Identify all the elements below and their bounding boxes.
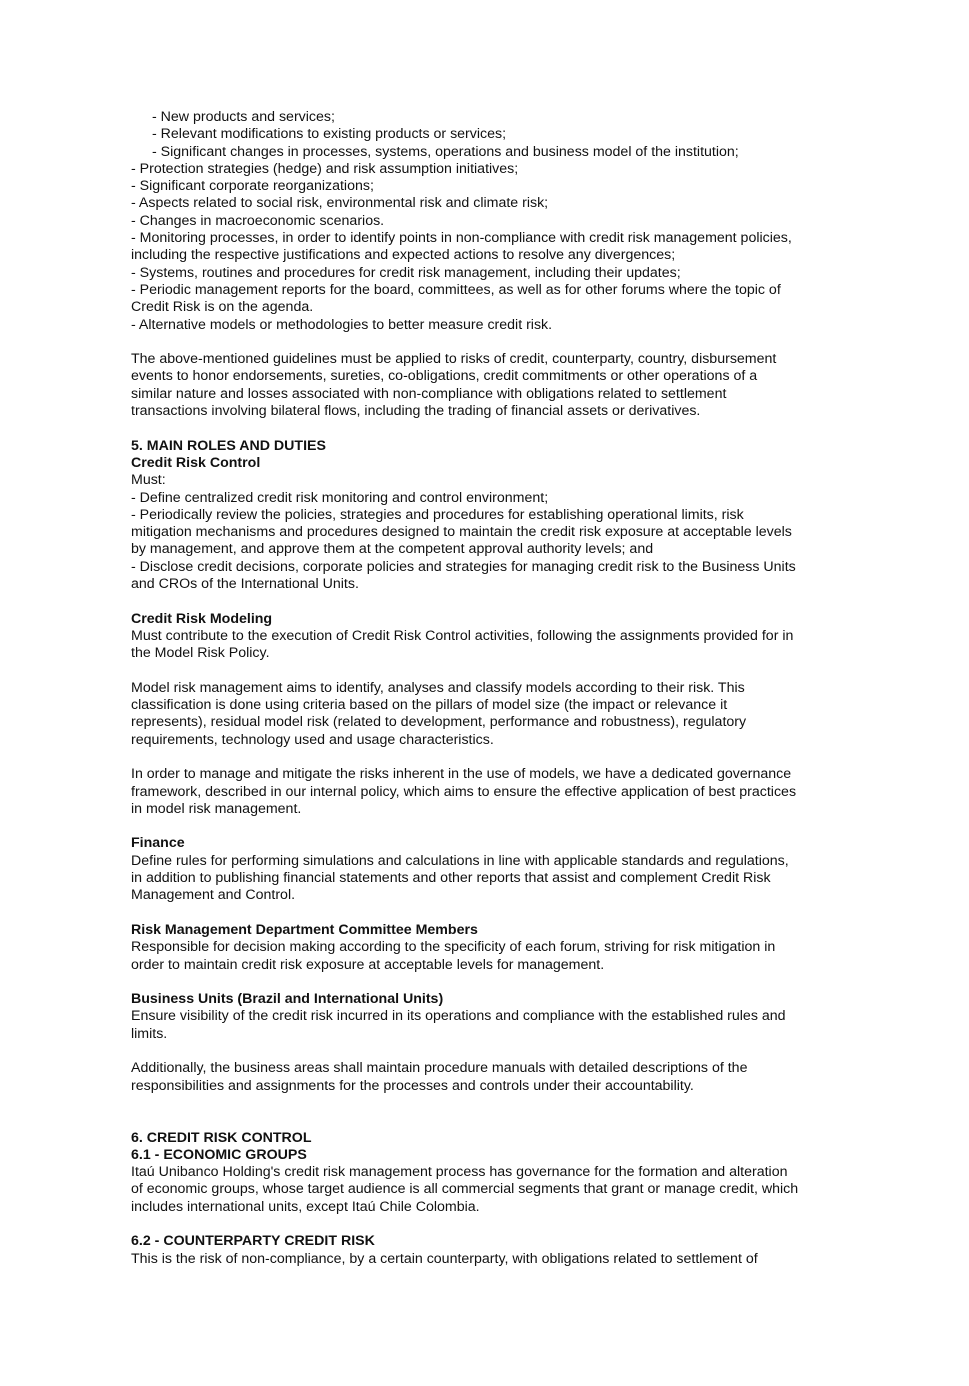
credit-risk-modeling-title: Credit Risk Modeling xyxy=(131,610,273,627)
list-item-continuation: including the respective justifications and expected actions to resolve any divergences; xyxy=(131,247,676,264)
guidelines-paragraph xyxy=(131,351,843,420)
paragraph-line: in model risk management. xyxy=(131,800,302,817)
paragraph-line: Management and Control. xyxy=(131,887,296,904)
list-item-continuation: by management, and approve them at the competent approval authority levels; and xyxy=(131,541,654,558)
paragraph-line: the Model Risk Policy. xyxy=(131,645,270,662)
credit-risk-control-title: Credit Risk Control xyxy=(131,454,261,471)
finance-title: Finance xyxy=(131,835,185,852)
paragraph-line: The above-mentioned guidelines must be applied to risks of credit, counterparty, country, disbursement xyxy=(131,351,777,368)
paragraph-line: similar nature and losses associated with non-compliance with obligations related to settlement xyxy=(131,385,727,402)
paragraph-line: Define rules for performing simulations and calculations in line with applicable standards and regulations, xyxy=(131,852,789,869)
paragraph-line: limits. xyxy=(131,1025,168,1042)
list-item: - New products and services; xyxy=(152,109,335,125)
list-item-continuation: and CROs of the International Units. xyxy=(131,576,359,593)
paragraph-line: responsibilities and assignments for the processes and controls under their accountability. xyxy=(131,1077,694,1094)
paragraph-line: Must contribute to the execution of Credit Risk Control activities, following the assignments provided for in xyxy=(131,627,794,644)
list-item: - Define centralized credit risk monitoring and control environment; xyxy=(131,489,549,506)
section-6-heading: 6. CREDIT RISK CONTROL xyxy=(131,1129,312,1146)
paragraph-line: transactions involving bilateral flows, including the trading of financial assets or derivatives. xyxy=(131,403,701,420)
business-units-title: Business Units (Brazil and International Units) xyxy=(131,991,444,1008)
paragraph-line: of economic groups, whose target audience is all commercial segments that grant or manage credit, which xyxy=(131,1181,799,1198)
list-item: - Alternative models or methodologies to better measure credit risk. xyxy=(131,316,553,333)
paragraph-line: includes international units, except Itaú Chile Colombia. xyxy=(131,1198,480,1215)
list-item: - Significant corporate reorganizations; xyxy=(131,178,374,195)
paragraph-line: Model risk management aims to identify, analyses and classify models according to their risk. This xyxy=(131,679,745,696)
must-label: Must: xyxy=(131,472,166,489)
counterparty-credit-risk-paragraph xyxy=(131,1251,843,1268)
paragraph-line: Responsible for decision making according to the specificity of each forum, striving for risk mitigation in xyxy=(131,939,776,956)
finance-paragraph xyxy=(131,853,843,905)
paragraph-line: Additionally, the business areas shall maintain procedure manuals with detailed descriptions of the xyxy=(131,1060,748,1077)
list-item: - Relevant modifications to existing products or services; xyxy=(152,126,507,143)
paragraph-line: order to maintain credit risk exposure at acceptable levels for management. xyxy=(131,956,605,973)
guidelines-list xyxy=(131,161,843,334)
document-page xyxy=(131,109,843,1268)
paragraph-line: This is the risk of non-compliance, by a certain counterparty, with obligations related to settlement of xyxy=(131,1250,758,1267)
list-item: - Periodically review the policies, strategies and procedures for establishing operational limits, risk xyxy=(131,506,744,523)
committee-title: Risk Management Department Committee Members xyxy=(131,921,478,938)
list-item-continuation: mitigation mechanisms and procedures designed to maintain the credit risk exposure at acceptable levels xyxy=(131,524,792,541)
economic-groups-title: 6.1 - ECONOMIC GROUPS xyxy=(131,1146,307,1163)
procedure-manuals-paragraph xyxy=(131,1060,843,1095)
paragraph-line: in addition to publishing financial statements and other reports that assist and complement Credit Risk xyxy=(131,870,771,887)
list-item: - Disclose credit decisions, corporate policies and strategies for managing credit risk to the Business Units xyxy=(131,558,796,575)
section-5-heading: 5. MAIN ROLES AND DUTIES xyxy=(131,437,326,454)
paragraph-line: Ensure visibility of the credit risk incurred in its operations and compliance with the established rules and xyxy=(131,1008,786,1025)
paragraph-line: requirements, technology used and usage characteristics. xyxy=(131,731,494,748)
paragraph-line: events to honor endorsements, sureties, co-obligations, credit commitments or other operations of a xyxy=(131,368,758,385)
paragraph-line: framework, described in our internal policy, which aims to ensure the effective application of best practices xyxy=(131,783,797,800)
list-item: - Significant changes in processes, systems, operations and business model of the institution; xyxy=(152,143,739,160)
list-item: - Protection strategies (hedge) and risk assumption initiatives; xyxy=(131,160,519,177)
paragraph-line: classification is done using criteria based on the pillars of model size (the impact or relevance it xyxy=(131,697,728,714)
economic-groups-paragraph xyxy=(131,1164,843,1216)
list-item: - Changes in macroeconomic scenarios. xyxy=(131,212,385,229)
model-risk-paragraph xyxy=(131,680,843,749)
governance-paragraph xyxy=(131,766,843,818)
list-item-continuation: Credit Risk is on the agenda. xyxy=(131,299,314,316)
counterparty-credit-risk-title: 6.2 - COUNTERPARTY CREDIT RISK xyxy=(131,1233,375,1250)
list-item: - Monitoring processes, in order to identify points in non-compliance with credit risk management policies, xyxy=(131,230,792,247)
indented-list xyxy=(131,109,843,161)
committee-paragraph xyxy=(131,939,843,974)
paragraph-line: Itaú Unibanco Holding's credit risk management process has governance for the formation and alteration xyxy=(131,1164,788,1181)
paragraph-line: In order to manage and mitigate the risks inherent in the use of models, we have a dedicated governance xyxy=(131,766,792,783)
credit-risk-control-list xyxy=(131,490,843,594)
list-item: - Aspects related to social risk, environmental risk and climate risk; xyxy=(131,195,549,212)
list-item: - Periodic management reports for the board, committees, as well as for other forums where the topic of xyxy=(131,281,781,298)
credit-risk-modeling-paragraph xyxy=(131,628,843,663)
list-item: - Systems, routines and procedures for credit risk management, including their updates; xyxy=(131,264,681,281)
business-units-paragraph xyxy=(131,1008,843,1043)
paragraph-line: represents), residual model risk (related to development, performance and robustness), regulatory xyxy=(131,714,747,731)
